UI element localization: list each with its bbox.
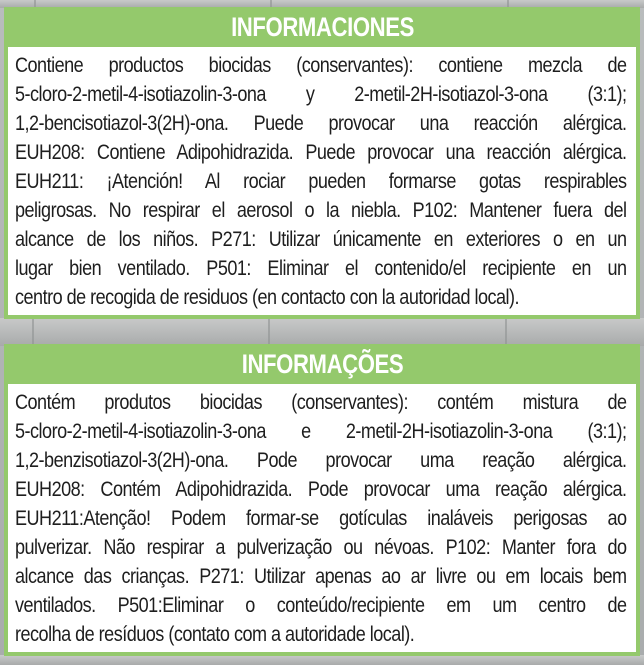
background-middle <box>0 318 644 346</box>
panel-header <box>4 7 640 47</box>
background-seam <box>32 318 34 346</box>
text-line: Contém produtos biocidas (conservantes): contém mistura de <box>15 391 627 414</box>
panel-header <box>4 344 640 384</box>
panel-title: INFORMACIONES <box>230 11 414 42</box>
text-line: Contiene productos biocidas (conservantes): contiene mezcla de <box>15 54 627 77</box>
text-line: centro de recogida de residuos (en contacto con la autoridad local). <box>15 286 520 309</box>
panel-body-text <box>8 47 636 315</box>
text-line: ventilados. P501:Eliminar o conteúdo/recipiente em um centro de <box>15 594 627 617</box>
text-line: EUH211:Atenção! Podem formar-se gotículas inaláveis perigosas ao <box>15 507 627 530</box>
text-line: EUH208: Contém Adipohidrazida. Pode provocar uma reação alérgica. <box>15 478 627 501</box>
background-seam <box>505 318 507 346</box>
text-line: recolha de resíduos (contato com a autoridade local). <box>15 623 415 646</box>
text-line: lugar bien ventilado. P501: Eliminar el contenido/el recipiente en un <box>15 257 627 280</box>
text-line: EUH211: ¡Atención! Al rociar pueden formarse gotas respirables <box>15 170 627 193</box>
background-bottom <box>0 655 644 665</box>
info-panel-es <box>4 7 640 319</box>
panel-body-text <box>8 384 636 652</box>
info-panel-pt <box>4 344 640 656</box>
text-line: 1,2-benzisotiazol-3(2H)-ona. Pode provocar uma reação alérgica. <box>15 449 627 472</box>
text-line: alcance de los niños. P271: Utilizar únicamente en exteriores o en un <box>15 228 627 251</box>
text-line: EUH208: Contiene Adipohidrazida. Puede provocar una reacción alérgica. <box>15 141 627 164</box>
text-line: peligrosas. No respirar el aerosol o la niebla. P102: Mantener fuera del <box>15 199 627 222</box>
text-line: 5-cloro-2-metil-4-isotiazolin-3-ona e 2-metil-2H-isotiazolin-3-ona (3:1); <box>15 420 627 443</box>
text-line: 1,2-bencisotiazol-3(2H)-ona. Puede provocar una reacción alérgica. <box>15 112 627 135</box>
panel-title: INFORMAÇÕES <box>241 348 403 379</box>
background-seam <box>268 318 270 346</box>
text-line: pulverizar. Não respirar a pulverização ou névoas. P102: Manter fora do <box>15 536 627 559</box>
text-line: 5-cloro-2-metil-4-isotiazolin-3-ona y 2-metil-2H-isotiazol-3-ona (3:1); <box>15 83 627 106</box>
text-line: alcance das crianças. P271: Utilizar apenas ao ar livre ou em locais bem <box>15 565 627 588</box>
